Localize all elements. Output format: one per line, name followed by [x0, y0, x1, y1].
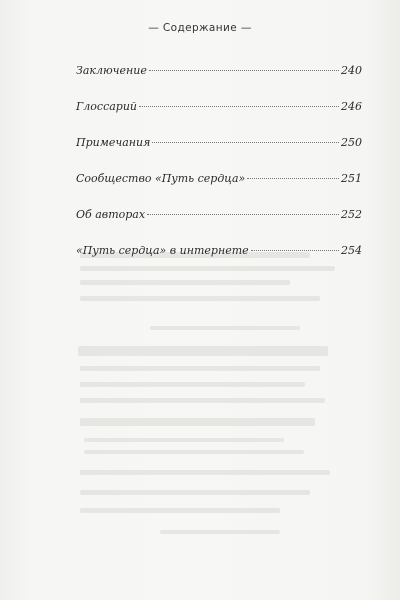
dot-leader	[251, 250, 339, 251]
toc-entry	[76, 64, 362, 100]
toc-entry-title: Сообщество «Путь сердца»	[76, 172, 246, 185]
dot-leader	[147, 214, 339, 215]
toc-entry	[76, 208, 362, 244]
dot-leader	[149, 70, 339, 71]
dot-leader	[247, 178, 339, 179]
dot-leader	[139, 106, 339, 107]
toc-entry-title: Глоссарий	[76, 100, 137, 113]
toc-entry-title: «Путь сердца» в интернете	[76, 244, 249, 257]
toc-entry-page: 240	[341, 64, 362, 77]
page-title: — Содержание —	[148, 22, 252, 34]
toc-entry-page: 250	[341, 136, 362, 149]
toc-entry-page: 252	[341, 208, 362, 221]
toc-entry	[76, 244, 362, 280]
toc-entry	[76, 100, 362, 136]
toc-entry	[76, 172, 362, 208]
toc-entry-page: 251	[341, 172, 362, 185]
dot-leader	[152, 142, 339, 143]
toc-entry-page: 246	[341, 100, 362, 113]
table-of-contents	[76, 64, 362, 280]
toc-entry-title: Примечания	[76, 136, 151, 149]
toc-entry-page: 254	[341, 244, 362, 257]
toc-entry-title: Об авторах	[76, 208, 146, 221]
toc-entry-title: Заключение	[76, 64, 147, 77]
toc-entry	[76, 136, 362, 172]
